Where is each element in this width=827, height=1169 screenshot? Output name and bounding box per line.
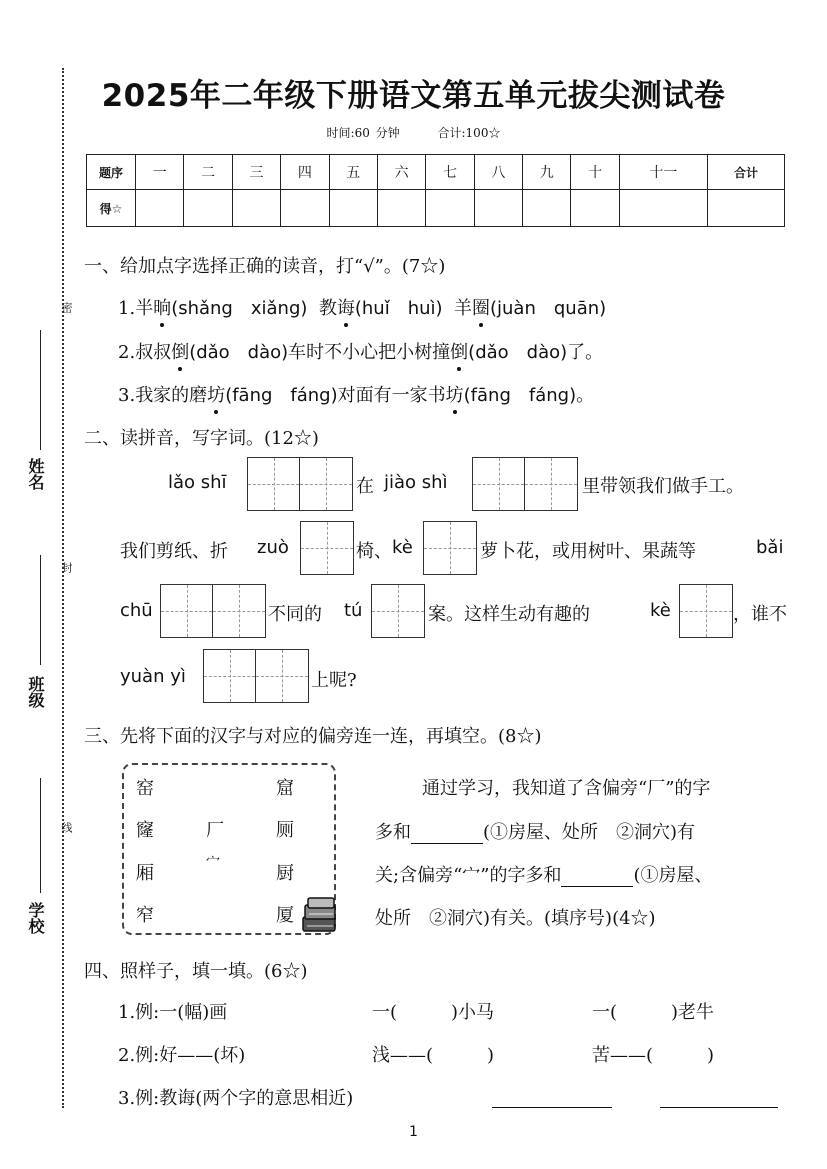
seal-char: 线	[60, 822, 73, 833]
example-text: 3.例:教诲(两个字的意思相近)	[118, 1088, 354, 1109]
fill-item[interactable]: 苦——( )	[592, 1045, 715, 1066]
score-cell[interactable]	[619, 190, 707, 227]
pinyin-options[interactable]: (dǎo dào)	[189, 342, 289, 363]
dotted-char: 坊	[207, 381, 225, 407]
writing-grid[interactable]	[371, 584, 425, 638]
pinyin-options[interactable]: (shǎng xiǎng)	[171, 298, 308, 319]
right-char[interactable]: 厦	[276, 905, 294, 926]
left-char[interactable]: 窄	[136, 905, 154, 926]
dotted-char: 倒	[450, 338, 468, 364]
score-header: 一	[136, 155, 184, 190]
word-char: 教	[318, 298, 337, 319]
score-cell[interactable]	[232, 190, 280, 227]
answer-blank[interactable]	[492, 1107, 612, 1108]
answer-blank[interactable]	[561, 865, 633, 887]
pinyin-prompt: kè	[392, 537, 413, 558]
section3-heading: 三、先将下面的汉字与对应的偏旁连一连，再填空。(8☆)	[84, 726, 542, 747]
fill-item[interactable]: 浅——( )	[372, 1045, 495, 1066]
seal-char: 封	[60, 562, 73, 573]
pinyin-options[interactable]: (dǎo dào)	[468, 342, 568, 363]
sentence-text: ，谁不	[733, 604, 787, 625]
writing-grid[interactable]	[472, 457, 578, 511]
score-cell[interactable]	[184, 190, 232, 227]
right-char[interactable]: 厨	[276, 863, 294, 884]
exam-meta	[0, 124, 827, 141]
writing-grid[interactable]	[300, 521, 354, 575]
word-char: 半	[135, 298, 154, 319]
left-char[interactable]: 窿	[136, 820, 154, 841]
sentence-text: 萝卜花，或用树叶、果蔬等	[480, 541, 696, 562]
answer-blank[interactable]	[411, 822, 483, 844]
section1-q2	[118, 338, 603, 364]
fill-item[interactable]: 一( )老牛	[592, 1002, 715, 1023]
score-cell[interactable]	[523, 190, 571, 227]
score-header: 二	[184, 155, 232, 190]
question-number: 3.	[118, 385, 136, 406]
school-blank-line[interactable]	[40, 778, 41, 893]
exam-time: 时间:60 分钟	[326, 126, 400, 140]
section2-heading: 二、读拼音，写字词。(12☆)	[84, 428, 319, 449]
score-header: 合计	[707, 155, 784, 190]
pinyin-prompt: lǎo shī	[168, 472, 227, 493]
left-char[interactable]: 窑	[136, 778, 154, 799]
section4-heading: 四、照样子，填一填。(6☆)	[84, 961, 308, 982]
score-cell[interactable]	[281, 190, 329, 227]
class-blank-line[interactable]	[40, 555, 41, 665]
radical[interactable]: 厂	[206, 820, 224, 841]
pinyin-prompt: bǎi	[756, 537, 784, 558]
pinyin-options[interactable]: (juàn quān)	[490, 298, 607, 319]
example-text: 2.例:好——(坏)	[118, 1045, 246, 1066]
sentence-text: 了。	[567, 342, 604, 363]
score-header: 九	[523, 155, 571, 190]
fill-text: (①房屋、处所 ②洞穴)有	[483, 822, 696, 843]
writing-grid[interactable]	[679, 584, 733, 638]
left-char[interactable]: 厢	[136, 863, 154, 884]
name-blank-line[interactable]	[40, 330, 41, 450]
writing-grid[interactable]	[423, 521, 477, 575]
score-header: 八	[474, 155, 522, 190]
score-header: 五	[329, 155, 377, 190]
score-cell[interactable]	[571, 190, 619, 227]
dotted-char: 倒	[171, 338, 189, 364]
score-header: 七	[426, 155, 474, 190]
sentence-text: 车时不小心把小树撞	[288, 342, 451, 363]
fill-text: 关;含偏旁“宀”的字多和	[375, 865, 562, 886]
score-cell[interactable]	[707, 190, 784, 227]
score-cell[interactable]	[377, 190, 425, 227]
question-number: 2.	[118, 342, 136, 363]
score-cell[interactable]	[329, 190, 377, 227]
right-char[interactable]: 窟	[276, 778, 294, 799]
score-table	[86, 154, 785, 227]
page-title: 2025年二年级下册语文第五单元拔尖测试卷	[101, 78, 726, 114]
score-value-row	[87, 190, 785, 227]
seal-char: 密	[60, 302, 73, 313]
score-header: 四	[281, 155, 329, 190]
radical[interactable]: 宀	[206, 855, 220, 871]
name-label: 姓名	[26, 458, 45, 490]
score-cell[interactable]	[474, 190, 522, 227]
answer-blank[interactable]	[660, 1107, 778, 1108]
question-number: 1.	[118, 298, 136, 319]
section1-heading: 一、给加点字选择正确的读音，打“√”。(7☆)	[84, 256, 446, 277]
sentence-text: 上呢?	[311, 670, 357, 691]
sentence-text: 椅、	[356, 541, 392, 562]
pinyin-prompt: yuàn yì	[120, 666, 186, 687]
score-row-label: 得☆	[87, 190, 136, 227]
pinyin-options[interactable]: (huǐ huì)	[354, 298, 443, 319]
dotted-char: 晌	[153, 294, 171, 320]
fill-text: 处所 ②洞穴)有关。(填序号)(4☆)	[375, 908, 656, 929]
binding-dotted-line	[62, 68, 64, 1108]
score-row-label: 题序	[87, 155, 136, 190]
sentence-text: 在	[356, 476, 374, 497]
fill-text	[375, 818, 695, 844]
class-label: 班级	[26, 676, 45, 708]
score-header-row	[87, 155, 785, 190]
pinyin-prompt: zuò	[257, 537, 289, 558]
word-char: 羊	[454, 298, 472, 319]
sentence-text: 我家的磨	[135, 385, 208, 406]
fill-text: 多和	[375, 822, 411, 843]
writing-grid[interactable]	[160, 584, 266, 638]
score-header: 三	[232, 155, 280, 190]
dotted-char: 圈	[472, 294, 490, 320]
pinyin-prompt: kè	[650, 600, 671, 621]
section1-q1	[118, 294, 606, 320]
sentence-text: 里带领我们做手工。	[582, 476, 744, 497]
sentence-text: 叔叔	[135, 342, 172, 363]
score-header: 十	[571, 155, 619, 190]
school-label: 学校	[26, 902, 45, 934]
fill-text	[375, 861, 713, 887]
dotted-char: 诲	[337, 294, 355, 320]
score-cell[interactable]	[136, 190, 184, 227]
right-char[interactable]: 厕	[276, 820, 294, 841]
exam-total: 合计:100☆	[437, 126, 501, 140]
sentence-text: 案。这样生动有趣的	[428, 604, 590, 625]
dotted-char: 坊	[446, 381, 464, 407]
score-cell[interactable]	[426, 190, 474, 227]
writing-grid[interactable]	[247, 457, 353, 511]
score-header: 六	[377, 155, 425, 190]
example-text: 1.例:一(幅)画	[118, 1002, 228, 1023]
sentence-text: 不同的	[268, 604, 322, 625]
section1-q3	[118, 381, 594, 407]
pinyin-options[interactable]: (fāng fáng)	[225, 385, 338, 406]
score-header: 十一	[619, 155, 707, 190]
fill-text: 通过学习，我知道了含偏旁“厂”的字	[422, 778, 711, 799]
book-icon	[300, 895, 340, 937]
fill-text: (①房屋、	[633, 865, 713, 886]
pinyin-prompt: tú	[344, 600, 363, 621]
sentence-text: 。	[576, 385, 595, 406]
sentence-text: 我们剪纸、折	[120, 541, 228, 562]
writing-grid[interactable]	[203, 649, 309, 703]
pinyin-options[interactable]: (fāng fáng)	[463, 385, 577, 406]
page-number: 1	[409, 1124, 418, 1140]
sentence-text: 对面有一家书	[337, 385, 446, 406]
fill-item[interactable]: 一( )小马	[372, 1002, 495, 1023]
pinyin-prompt: jiào shì	[384, 472, 448, 493]
pinyin-prompt: chū	[120, 600, 153, 621]
